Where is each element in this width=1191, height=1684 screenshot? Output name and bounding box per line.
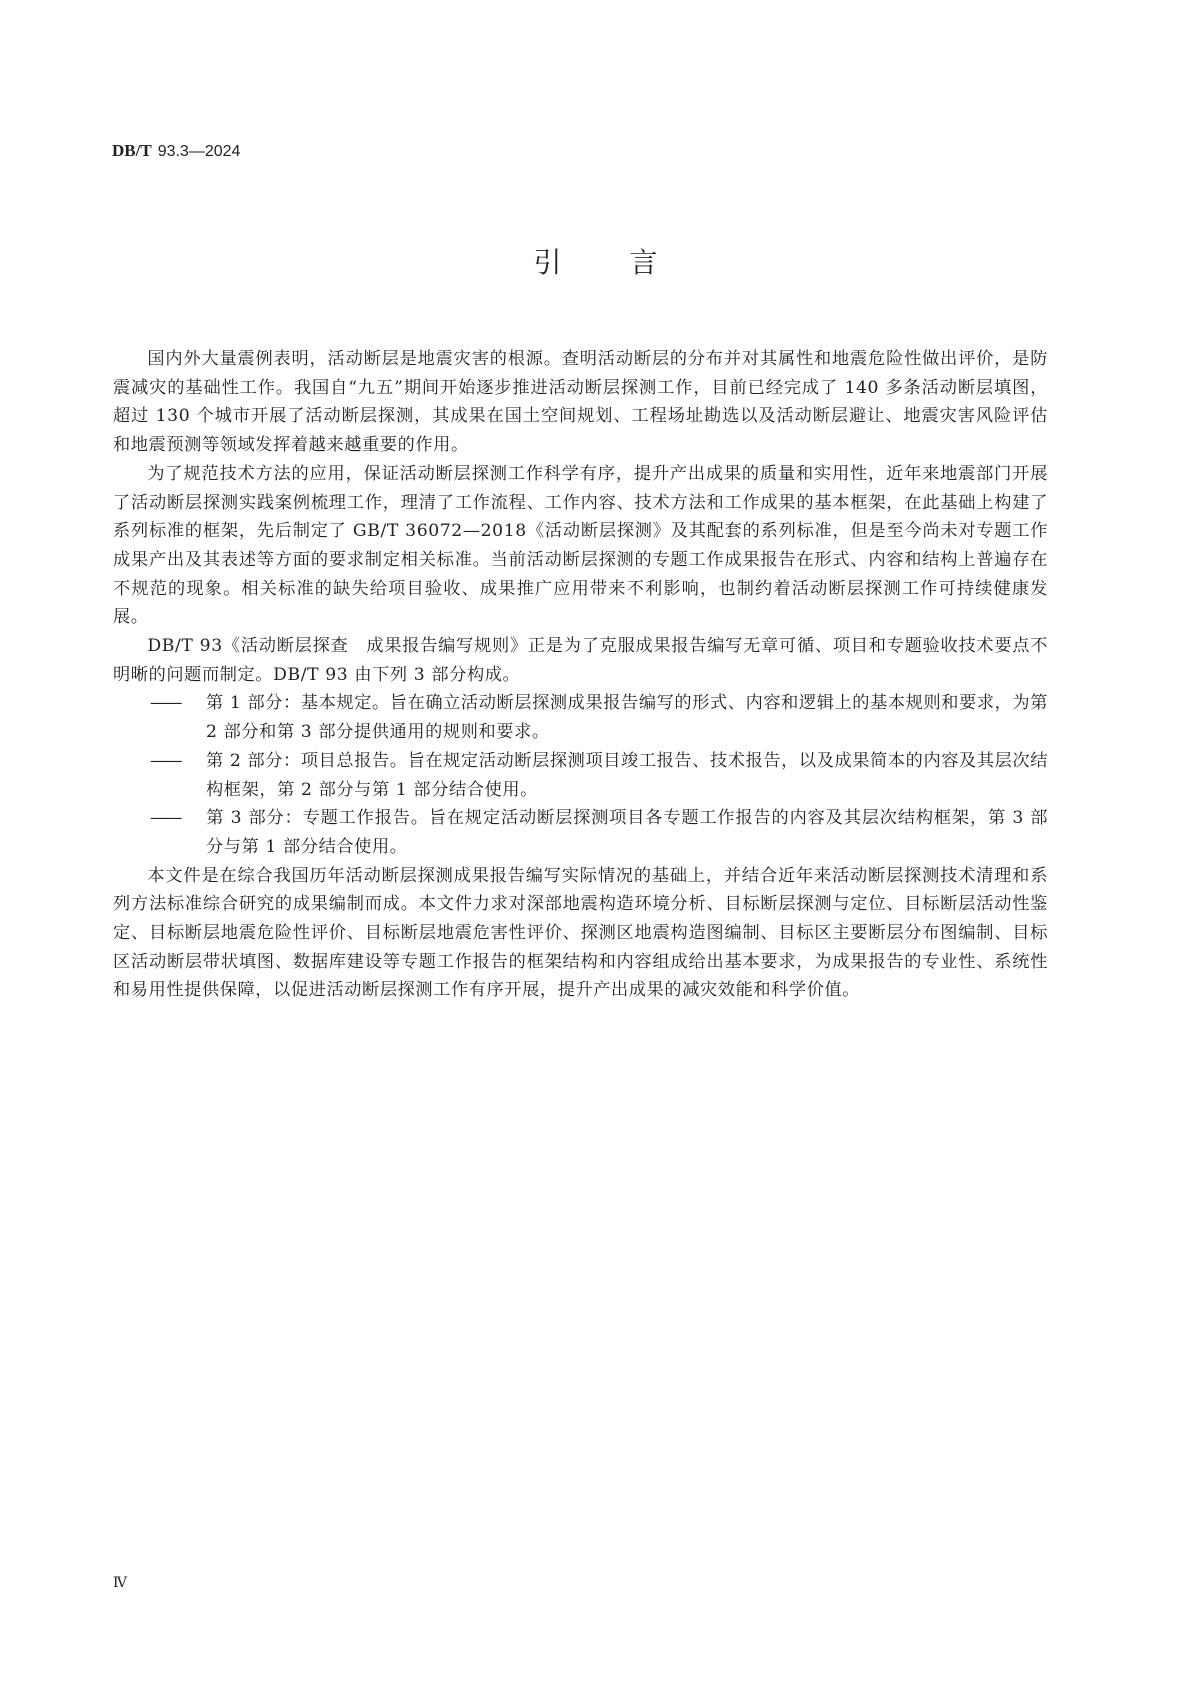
standard-code-header [112, 141, 240, 162]
list-item-part-1 [150, 689, 1048, 746]
list-item-part-3 [150, 804, 1048, 861]
dash-bullet: —— [150, 750, 181, 771]
standard-prefix: DB/T [112, 141, 152, 160]
page-number: Ⅳ [113, 1576, 127, 1591]
dash-bullet: —— [150, 693, 181, 714]
dash-bullet: —— [150, 808, 181, 829]
page-title: 引言 [533, 246, 726, 279]
paragraph-motivation: 为了规范技术方法的应用，保证活动断层探测工作科学有序，提升产出成果的质量和实用性，近年来地震部门开展了活动断层探测实践案例梳理工作，理清了工作流程、工作内容、技术方法和工作成果的基本框架，在此基础上构建了系列标准的框架，先后制定了 GB/T 36072—2018《活动断层探测》及其配套的系列标准，但是至今尚未对专题工作成果产出及其表述等方面的要求制定相关标准。当前活动断层探测的专题工作成果报告在形式、内容和结构上普遍存在不规范的现象。相关标准的缺失给项目验收、成果推广应用带来不利影响，也制约着活动断层探测工作可持续健康发展。 [113, 463, 1048, 628]
paragraph-background: 国内外大量震例表明，活动断层是地震灾害的根源。查明活动断层的分布并对其属性和地震危险性做出评价，是防震减灾的基础性工作。我国自“九五”期间开始逐步推进活动断层探测工作，目前已经完成了 140 多条活动断层填图，超过 130 个城市开展了活动断层探测，其成果在国土空间规划、工程场址勘选以及活动断层避让、地震灾害风险评估和地震预测等领域发挥着越来越重要的作用。 [113, 349, 1048, 456]
standard-number: 93.3—2024 [157, 143, 241, 160]
paragraph-closing: 本文件是在综合我国历年活动断层探测成果报告编写实际情况的基础上，并结合近年来活动断层探测技术清理和系列方法标准综合研究的成果编制而成。本文件力求对深部地震构造环境分析、目标断层探测与定位、目标断层活动性鉴定、目标断层地震危险性评价、目标断层地震危害性评价、探测区地震构造图编制、目标区主要断层分布图编制、目标区活动断层带状填图、数据库建设等专题工作报告的框架结构和内容组成给出基本要求，为成果报告的专业性、系统性和易用性提供保障，以促进活动断层探测工作有序开展，提升产出成果的减灾效能和科学价值。 [113, 865, 1048, 1001]
list-item-part-2 [150, 747, 1048, 804]
document-body [113, 345, 1048, 1005]
paragraph-structure-intro: DB/T 93《活动断层探查 成果报告编写规则》正是为了克服成果报告编写无章可循、项目和专题验收技术要点不明晰的问题而制定。DB/T 93 由下列 3 部分构成。 [113, 636, 1048, 685]
list-item-text: 第 3 部分：专题工作报告。旨在规定活动断层探测项目各专题工作报告的内容及其层次结构框架，第 3 部分与第 1 部分结合使用。 [206, 808, 1048, 857]
list-item-text: 第 2 部分：项目总报告。旨在规定活动断层探测项目竣工报告、技术报告，以及成果简本的内容及其层次结构框架，第 2 部分与第 1 部分结合使用。 [206, 750, 1048, 800]
list-item-text: 第 1 部分：基本规定。旨在确立活动断层探测成果报告编写的形式、内容和逻辑上的基本规则和要求，为第 2 部分和第 3 部分提供通用的规则和要求。 [206, 693, 1048, 743]
